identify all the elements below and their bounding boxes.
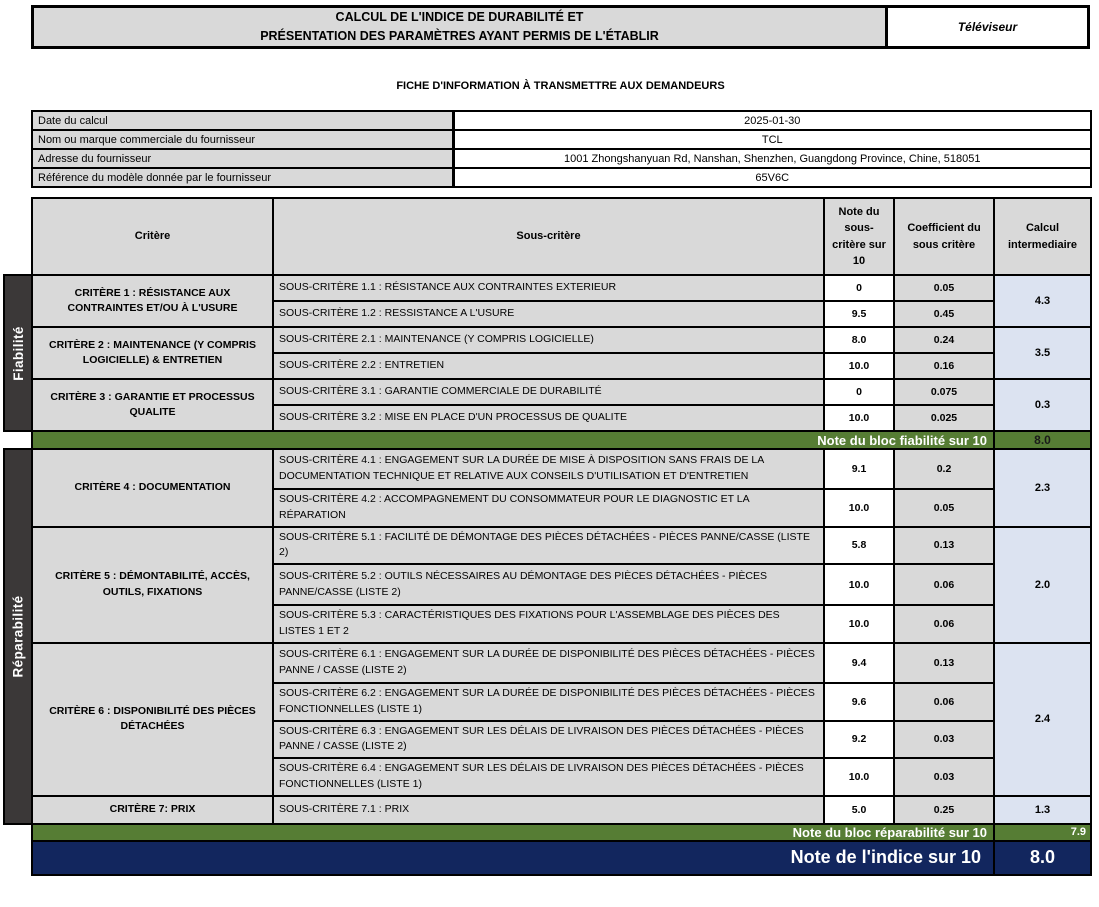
fiabilite-vertical-label: Fiabilité <box>10 325 26 381</box>
note-4-1: 9.1 <box>824 449 894 489</box>
calc-criterion-4: 2.3 <box>994 449 1091 527</box>
coeff-4-2: 0.05 <box>894 489 994 527</box>
note-3-2: 10.0 <box>824 405 894 431</box>
reparabilite-vertical-label: Réparabilité <box>10 595 26 678</box>
coeff-5-1: 0.13 <box>894 527 994 565</box>
product-type-label: Téléviseur <box>888 8 1087 46</box>
subcriterion-4-2: SOUS-CRITÈRE 4.2 : ACCOMPAGNEMENT DU CONSOMMATEUR POUR LE DIAGNOSTIC ET LA RÉPARATION <box>273 489 824 527</box>
criteria-table <box>3 197 1092 876</box>
subcriterion-6-2: SOUS-CRITÈRE 6.2 : ENGAGEMENT SUR LA DURÉE DE DISPONIBILITÉ DES PIÈCES DÉTACHÉES - PIÈCES FONCTIONNELLES (LISTE 1) <box>273 683 824 721</box>
subcriterion-6-3: SOUS-CRITÈRE 6.3 : ENGAGEMENT SUR LES DÉLAIS DE LIVRAISON DES PIÈCES DÉTACHÉES - PIÈCES PANNE / CASSE (LISTE 2) <box>273 721 824 759</box>
final-index-label: Note de l'indice sur 10 <box>32 841 994 875</box>
row-sc-1-1 <box>4 275 1091 301</box>
info-value-address: 1001 Zhongshanyuan Rd, Nanshan, Shenzhen, Guangdong Province, Chine, 518051 <box>453 149 1091 168</box>
column-header-sous-critere: Sous-critère <box>273 198 824 275</box>
note-6-2: 9.6 <box>824 683 894 721</box>
info-label-address: Adresse du fournisseur <box>32 149 453 168</box>
block-label-fiabilite <box>4 275 32 431</box>
calc-criterion-3: 0.3 <box>994 379 1091 431</box>
note-6-4: 10.0 <box>824 758 894 796</box>
table-header-row <box>4 198 1091 275</box>
block-label-reparabilite <box>4 449 32 824</box>
coeff-2-2: 0.16 <box>894 353 994 379</box>
subcriterion-5-1: SOUS-CRITÈRE 5.1 : FACILITÉ DE DÉMONTAGE DES PIÈCES DÉTACHÉES - PIÈCES PANNE/CASSE (LISTE 2) <box>273 527 824 565</box>
fiabilite-note-label: Note du bloc fiabilité sur 10 <box>32 431 994 449</box>
coeff-1-1: 0.05 <box>894 275 994 301</box>
row-sc-6-1 <box>4 643 1091 683</box>
coeff-2-1: 0.24 <box>894 327 994 353</box>
fiabilite-note-value: 8.0 <box>994 431 1091 449</box>
subcriterion-6-4: SOUS-CRITÈRE 6.4 : ENGAGEMENT SUR LES DÉLAIS DE LIVRAISON DES PIÈCES DÉTACHÉES - PIÈCES FONCTIONNELLES (LISTE 1) <box>273 758 824 796</box>
coeff-6-4: 0.03 <box>894 758 994 796</box>
subcriterion-2-2: SOUS-CRITÈRE 2.2 : ENTRETIEN <box>273 353 824 379</box>
subcriterion-3-1: SOUS-CRITÈRE 3.1 : GARANTIE COMMERCIALE DE DURABILITÉ <box>273 379 824 405</box>
coeff-6-2: 0.06 <box>894 683 994 721</box>
row-sc-5-1 <box>4 527 1091 565</box>
subcriterion-3-2: SOUS-CRITÈRE 3.2 : MISE EN PLACE D'UN PROCESSUS DE QUALITE <box>273 405 824 431</box>
note-5-2: 10.0 <box>824 564 894 605</box>
spacer-cell <box>4 198 32 275</box>
criterion-7-cell: CRITÈRE 7: PRIX <box>32 796 273 824</box>
row-sc-3-1 <box>4 379 1091 405</box>
info-row-address <box>32 149 1091 168</box>
spacer-cell <box>4 824 32 841</box>
column-header-critere: Critère <box>32 198 273 275</box>
coeff-6-1: 0.13 <box>894 643 994 683</box>
final-index-value: 8.0 <box>994 841 1091 875</box>
calc-criterion-2: 3.5 <box>994 327 1091 379</box>
calc-criterion-7: 1.3 <box>994 796 1091 824</box>
criterion-6-cell: CRITÈRE 6 : DISPONIBILITÉ DES PIÈCES DÉTACHÉES <box>32 643 273 796</box>
spacer-cell <box>4 431 32 449</box>
info-row-date <box>32 111 1091 130</box>
note-2-1: 8.0 <box>824 327 894 353</box>
coeff-1-2: 0.45 <box>894 301 994 327</box>
info-label-model: Référence du modèle donnée par le fournisseur <box>32 168 453 187</box>
note-3-1: 0 <box>824 379 894 405</box>
criterion-2-cell: CRITÈRE 2 : MAINTENANCE (Y COMPRIS LOGICIELLE) & ENTRETIEN <box>32 327 273 379</box>
reparabilite-note-label: Note du bloc réparabilité sur 10 <box>32 824 994 841</box>
coeff-7-1: 0.25 <box>894 796 994 824</box>
note-4-2: 10.0 <box>824 489 894 527</box>
subcriterion-2-1: SOUS-CRITÈRE 2.1 : MAINTENANCE (Y COMPRIS LOGICIELLE) <box>273 327 824 353</box>
subcriterion-4-1: SOUS-CRITÈRE 4.1 : ENGAGEMENT SUR LA DURÉE DE MISE À DISPOSITION SANS FRAIS DE LA DOCUMENTATION TECHNIQUE ET RELATIVE AUX CONSEILS D'UTILISATION ET D'ENTRETIEN <box>273 449 824 489</box>
fiabilite-block-note-row <box>4 431 1091 449</box>
final-index-row <box>4 841 1091 875</box>
note-5-1: 5.8 <box>824 527 894 565</box>
info-value-date: 2025-01-30 <box>453 111 1091 130</box>
row-sc-2-1 <box>4 327 1091 353</box>
calc-criterion-6: 2.4 <box>994 643 1091 796</box>
note-5-3: 10.0 <box>824 605 894 643</box>
calc-criterion-1: 4.3 <box>994 275 1091 327</box>
supplier-info-table <box>31 110 1092 188</box>
column-header-coefficient: Coefficient du sous critère <box>894 198 994 275</box>
info-value-brand: TCL <box>453 130 1091 149</box>
reparabilite-note-value: 7.9 <box>994 824 1091 841</box>
coeff-3-2: 0.025 <box>894 405 994 431</box>
coeff-6-3: 0.03 <box>894 721 994 759</box>
calc-criterion-5: 2.0 <box>994 527 1091 643</box>
row-sc-7-1 <box>4 796 1091 824</box>
subcriterion-1-2: SOUS-CRITÈRE 1.2 : RESSISTANCE A L'USURE <box>273 301 824 327</box>
subcriterion-5-2: SOUS-CRITÈRE 5.2 : OUTILS NÉCESSAIRES AU DÉMONTAGE DES PIÈCES DÉTACHÉES - PIÈCES PANNE/CASSE (LISTE 2) <box>273 564 824 605</box>
info-row-brand <box>32 130 1091 149</box>
subcriterion-6-1: SOUS-CRITÈRE 6.1 : ENGAGEMENT SUR LA DURÉE DE DISPONIBILITÉ DES PIÈCES DÉTACHÉES - PIÈCES PANNE / CASSE (LISTE 2) <box>273 643 824 683</box>
criterion-3-cell: CRITÈRE 3 : GARANTIE ET PROCESSUS QUALITE <box>32 379 273 431</box>
coeff-5-2: 0.06 <box>894 564 994 605</box>
note-1-2: 9.5 <box>824 301 894 327</box>
info-row-model <box>32 168 1091 187</box>
info-label-date: Date du calcul <box>32 111 453 130</box>
criterion-5-cell: CRITÈRE 5 : DÉMONTABILITÉ, ACCÈS, OUTILS, FIXATIONS <box>32 527 273 643</box>
note-1-1: 0 <box>824 275 894 301</box>
subcriterion-5-3: SOUS-CRITÈRE 5.3 : CARACTÉRISTIQUES DES FIXATIONS POUR L'ASSEMBLAGE DES PIÈCES DES LISTES 1 ET 2 <box>273 605 824 643</box>
note-7-1: 5.0 <box>824 796 894 824</box>
info-value-model: 65V6C <box>453 168 1091 187</box>
coeff-4-1: 0.2 <box>894 449 994 489</box>
subcriterion-1-1: SOUS-CRITÈRE 1.1 : RÉSISTANCE AUX CONTRAINTES EXTERIEUR <box>273 275 824 301</box>
spacer-cell <box>4 841 32 875</box>
coeff-5-3: 0.06 <box>894 605 994 643</box>
subcriterion-7-1: SOUS-CRITÈRE 7.1 : PRIX <box>273 796 824 824</box>
document-subtitle: FICHE D'INFORMATION À TRANSMETTRE AUX DEMANDEURS <box>396 80 725 92</box>
coeff-3-1: 0.075 <box>894 379 994 405</box>
criterion-1-cell: CRITÈRE 1 : RÉSISTANCE AUX CONTRAINTES ET/OU À L'USURE <box>32 275 273 327</box>
criterion-4-cell: CRITÈRE 4 : DOCUMENTATION <box>32 449 273 527</box>
column-header-note: Note du sous-critère sur 10 <box>824 198 894 275</box>
document-title-box <box>31 5 1090 49</box>
row-sc-4-1 <box>4 449 1091 489</box>
note-6-3: 9.2 <box>824 721 894 759</box>
document-title <box>34 8 888 46</box>
note-2-2: 10.0 <box>824 353 894 379</box>
document-title-line2: PRÉSENTATION DES PARAMÈTRES AYANT PERMIS DE L'ÉTABLIR <box>260 29 659 43</box>
reparabilite-block-note-row <box>4 824 1091 841</box>
document-title-line1: CALCUL DE L'INDICE DE DURABILITÉ ET <box>335 9 584 24</box>
note-6-1: 9.4 <box>824 643 894 683</box>
info-label-brand: Nom ou marque commerciale du fournisseur <box>32 130 453 149</box>
column-header-calcul: Calcul intermediaire <box>994 198 1091 275</box>
